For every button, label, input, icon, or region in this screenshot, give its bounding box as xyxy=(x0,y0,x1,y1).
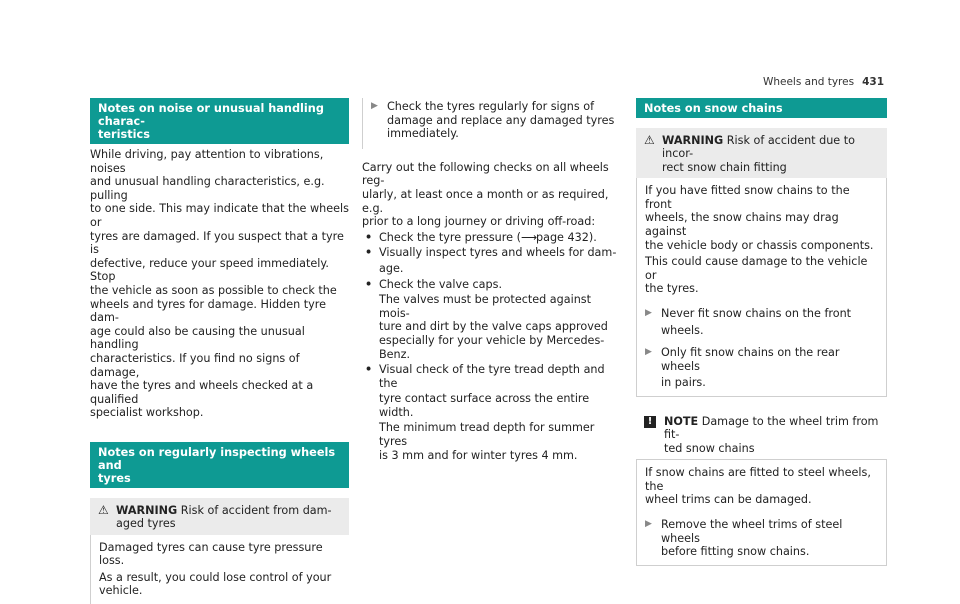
checks-intro xyxy=(362,161,621,229)
note-title xyxy=(664,415,879,455)
note-title-line: ted snow chains xyxy=(664,441,755,455)
text-line: If snow chains are fitted to steel wheels, the xyxy=(645,466,871,493)
heading-line: Notes on regularly inspecting wheels and xyxy=(98,445,336,472)
body-line: the vehicle as soon as possible to check the xyxy=(90,283,337,297)
text-line: before fitting snow chains. xyxy=(661,545,810,559)
text-line: Check the valve caps. xyxy=(379,277,503,291)
text-line: Check the tyres regularly for signs of xyxy=(387,100,595,113)
text-line: If you have fitted snow chains to the front xyxy=(645,184,850,211)
text-line: wheel trims can be damaged. xyxy=(645,493,812,507)
step-text xyxy=(661,307,851,337)
note-label: NOTE xyxy=(664,414,699,428)
warning-text xyxy=(99,571,341,598)
bullet-icon: • xyxy=(365,363,373,377)
text-line: tyre contact surface across the entire width. xyxy=(379,392,590,419)
page-reference-link[interactable]: page 432). xyxy=(535,230,597,244)
step-text xyxy=(661,346,878,390)
step-arrow-icon: ▶ xyxy=(645,518,652,529)
text-line: vehicle. xyxy=(99,584,143,598)
note-box-header xyxy=(636,407,887,459)
text-line: damage and replace any damaged tyres xyxy=(387,113,615,127)
step-arrow-icon: ▶ xyxy=(645,307,652,318)
warning-title xyxy=(662,134,879,174)
body-line: have the tyres and wheels checked at a qualified xyxy=(90,379,314,406)
step-remove-trims xyxy=(645,518,878,559)
body-line: defective, reduce your speed immediately. Stop xyxy=(90,256,329,284)
list-item xyxy=(362,246,621,275)
body-line: characteristics. If you find no signs of damage, xyxy=(90,351,300,379)
text-line: Never fit snow chains on the front xyxy=(661,306,852,320)
list-item-text xyxy=(379,363,621,462)
list-item xyxy=(362,278,621,362)
text-line: The minimum tread depth for summer tyres xyxy=(379,421,595,449)
list-item-text xyxy=(379,231,621,245)
warning-triangle-icon: ⚠ xyxy=(98,502,109,517)
section-heading-noise xyxy=(90,98,349,144)
text-line: ularly, at least once a month or as required, e.g. xyxy=(362,187,609,215)
heading-line: Notes on noise or unusual handling charac- xyxy=(98,102,324,128)
warning-text xyxy=(645,184,878,252)
page-number: 431 xyxy=(862,76,884,88)
warning-title-line: Risk of accident due to incor- xyxy=(662,134,855,161)
bullet-icon: • xyxy=(365,277,373,291)
step-arrow-icon: ▶ xyxy=(645,347,652,358)
text-line: Visual check of the tyre tread depth and the xyxy=(379,363,605,390)
body-line: and unusual handling characteristics, e.g. pulling xyxy=(90,175,325,202)
warning-title-line: rect snow chain fitting xyxy=(662,160,787,174)
text-line: Remove the wheel trims of steel wheels xyxy=(661,517,843,545)
column-1 xyxy=(90,98,349,604)
text-line: wheels. xyxy=(661,323,704,337)
section-heading-inspecting xyxy=(90,442,349,488)
warning-box-body xyxy=(90,535,349,604)
warning-box-header xyxy=(636,128,887,178)
text-line xyxy=(379,231,621,245)
sub-paragraph xyxy=(379,421,621,462)
note-title-line: Damage to the wheel trim from fit- xyxy=(664,414,879,442)
text-fragment: Check the tyre pressure ( xyxy=(379,230,521,244)
step-check-tyres xyxy=(362,98,621,149)
text-line: is 3 mm and for winter tyres 4 mm. xyxy=(379,448,578,462)
column-2 xyxy=(362,98,621,462)
text-line: the tyres. xyxy=(645,282,699,296)
text-line: This could cause damage to the vehicle or xyxy=(645,255,868,282)
text-line: Visually inspect tyres and wheels for dam- xyxy=(379,246,617,260)
body-line: While driving, pay attention to vibrations, noises xyxy=(90,148,324,175)
text-line: especially for your vehicle by Mercedes-Benz. xyxy=(379,333,605,361)
step-no-front-chains xyxy=(645,307,878,337)
heading-line: teristics xyxy=(98,128,150,141)
text-line: Carry out the following checks on all wheels reg- xyxy=(362,160,609,188)
list-item xyxy=(362,363,621,462)
text-line: ture and dirt by the valve caps approved xyxy=(379,320,608,334)
warning-label: WARNING xyxy=(116,503,178,517)
warning-title-line: Risk of accident from dam- xyxy=(177,503,332,517)
text-line: wheels, the snow chains may drag against xyxy=(645,211,839,238)
bullet-icon: • xyxy=(365,230,373,244)
body-line: tyres are damaged. If you suspect that a tyre is xyxy=(90,229,344,257)
text-line: prior to a long journey or driving off-road: xyxy=(362,215,596,229)
running-header xyxy=(763,76,884,88)
bullet-icon: • xyxy=(365,246,373,260)
note-exclamation-icon: ! xyxy=(644,416,656,428)
list-item-text xyxy=(379,278,621,362)
list-item xyxy=(362,231,621,245)
body-line: wheels and tyres for damage. Hidden tyre dam- xyxy=(90,297,326,325)
note-text xyxy=(645,466,878,507)
text-line: The valves must be protected against mois- xyxy=(379,293,592,320)
column-3 xyxy=(636,98,887,566)
warning-text: Damaged tyres can cause tyre pressure loss. xyxy=(99,540,323,568)
warning-text xyxy=(645,255,878,296)
text-line: in pairs. xyxy=(661,376,706,390)
step-arrow-icon: ▶ xyxy=(371,101,378,111)
section-heading-snow-chains: Notes on snow chains xyxy=(636,98,887,118)
warning-label: WARNING xyxy=(662,134,724,147)
note-box-body xyxy=(636,459,887,566)
text-line: As a result, you could lose control of your xyxy=(99,570,332,584)
text-line: age. xyxy=(379,261,404,275)
noise-body xyxy=(90,148,349,420)
warning-triangle-icon: ⚠ xyxy=(644,133,655,147)
body-line: specialist workshop. xyxy=(90,406,204,420)
header-title: Wheels and tyres xyxy=(762,76,855,88)
list-item-text xyxy=(379,246,621,275)
sub-paragraph xyxy=(379,293,621,361)
body-line: to one side. This may indicate that the wheels or xyxy=(90,202,349,229)
text-line: the vehicle body or chassis components. xyxy=(645,238,874,252)
page-reference-arrow-icon: ⟶ xyxy=(520,230,536,244)
warning-title xyxy=(116,504,341,531)
warning-box-header xyxy=(90,498,349,535)
heading-line: tyres xyxy=(98,471,131,485)
text-line: Only fit snow chains on the rear wheels xyxy=(661,346,840,373)
warning-box-body xyxy=(636,178,887,397)
step-text xyxy=(661,518,878,559)
body-line: age could also be causing the unusual handling xyxy=(90,324,305,352)
step-text xyxy=(387,100,614,141)
warning-title-line: aged tyres xyxy=(116,517,176,531)
text-line: immediately. xyxy=(387,127,459,141)
step-rear-pairs xyxy=(645,346,878,390)
